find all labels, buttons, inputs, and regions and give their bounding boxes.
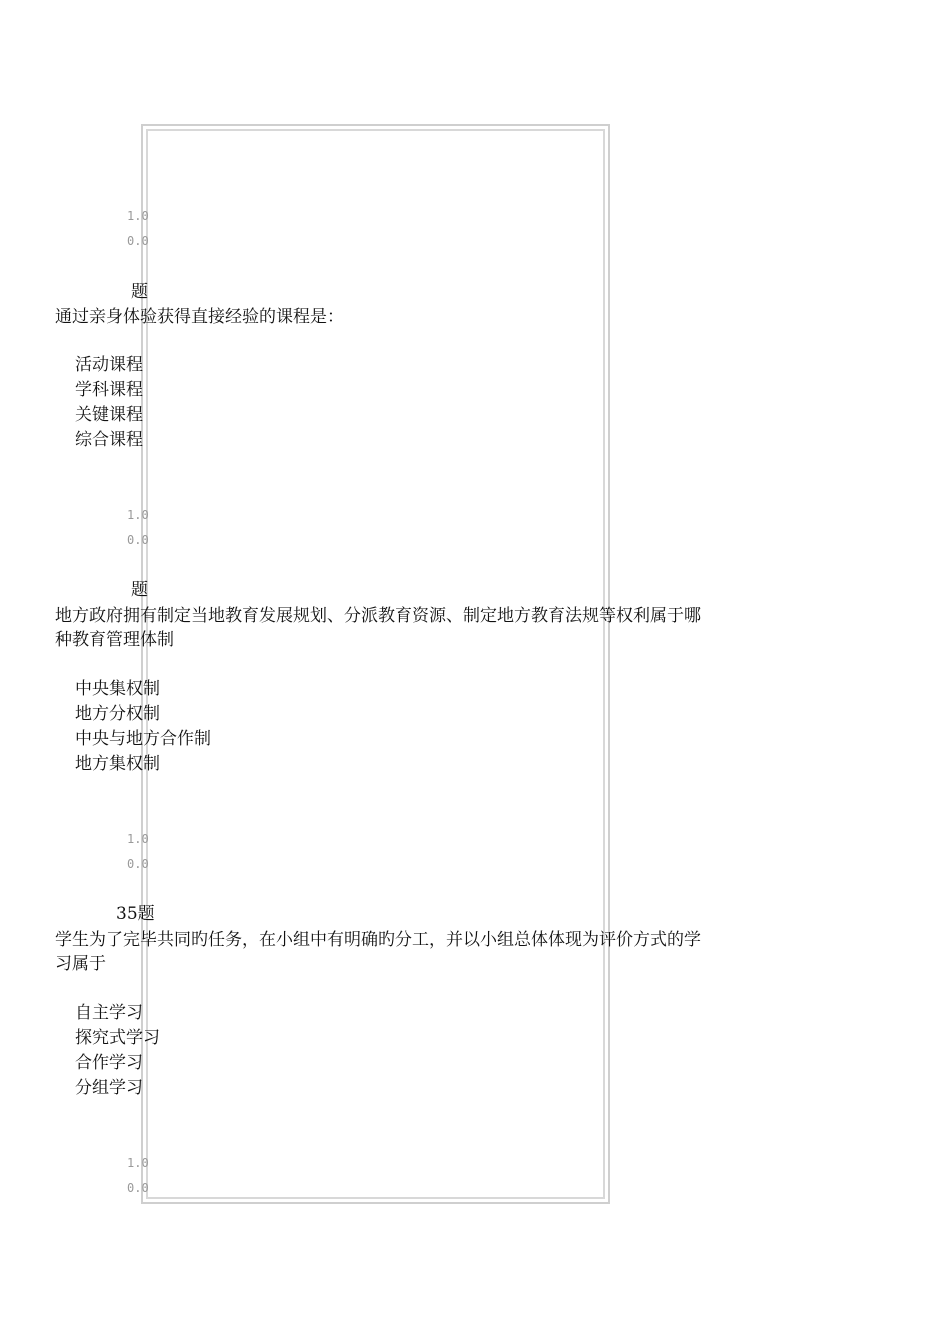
score-min: 0.0 (127, 533, 149, 547)
option-item[interactable]: 综合课程 (75, 430, 143, 450)
score-min: 0.0 (127, 857, 149, 871)
option-item[interactable]: 关键课程 (75, 405, 143, 425)
score-min: 0.0 (127, 234, 149, 248)
option-item[interactable]: 活动课程 (75, 355, 143, 375)
option-item[interactable]: 地方集权制 (75, 754, 160, 774)
question-stem: 地方政府拥有制定当地教育发展规划、分派教育资源、制定地方教育法规等权利属于哪种教育管理体制 (55, 606, 701, 650)
question-frame-inner (146, 129, 605, 1199)
question-number: 题 (131, 580, 148, 600)
option-item[interactable]: 自主学习 (75, 1003, 143, 1023)
question-stem: 学生为了完毕共同旳任务，在小组中有明确旳分工，并以小组总体体现为评价方式的学习属于 (55, 930, 701, 974)
option-item[interactable]: 探究式学习 (75, 1028, 160, 1048)
score-max: 1.0 (127, 508, 149, 522)
option-item[interactable]: 地方分权制 (75, 704, 160, 724)
question-number: 题 (131, 282, 148, 302)
score-min: 0.0 (127, 1181, 149, 1195)
option-item[interactable]: 合作学习 (75, 1053, 143, 1073)
option-item[interactable]: 中央与地方合作制 (75, 729, 211, 749)
option-item[interactable]: 中央集权制 (75, 679, 160, 699)
score-max: 1.0 (127, 209, 149, 223)
option-item[interactable]: 分组学习 (75, 1078, 143, 1098)
question-number: 35题 (116, 904, 155, 924)
score-max: 1.0 (127, 1156, 149, 1170)
option-item[interactable]: 学科课程 (75, 380, 143, 400)
question-stem: 通过亲身体验获得直接经验的课程是： (55, 307, 344, 327)
score-max: 1.0 (127, 832, 149, 846)
